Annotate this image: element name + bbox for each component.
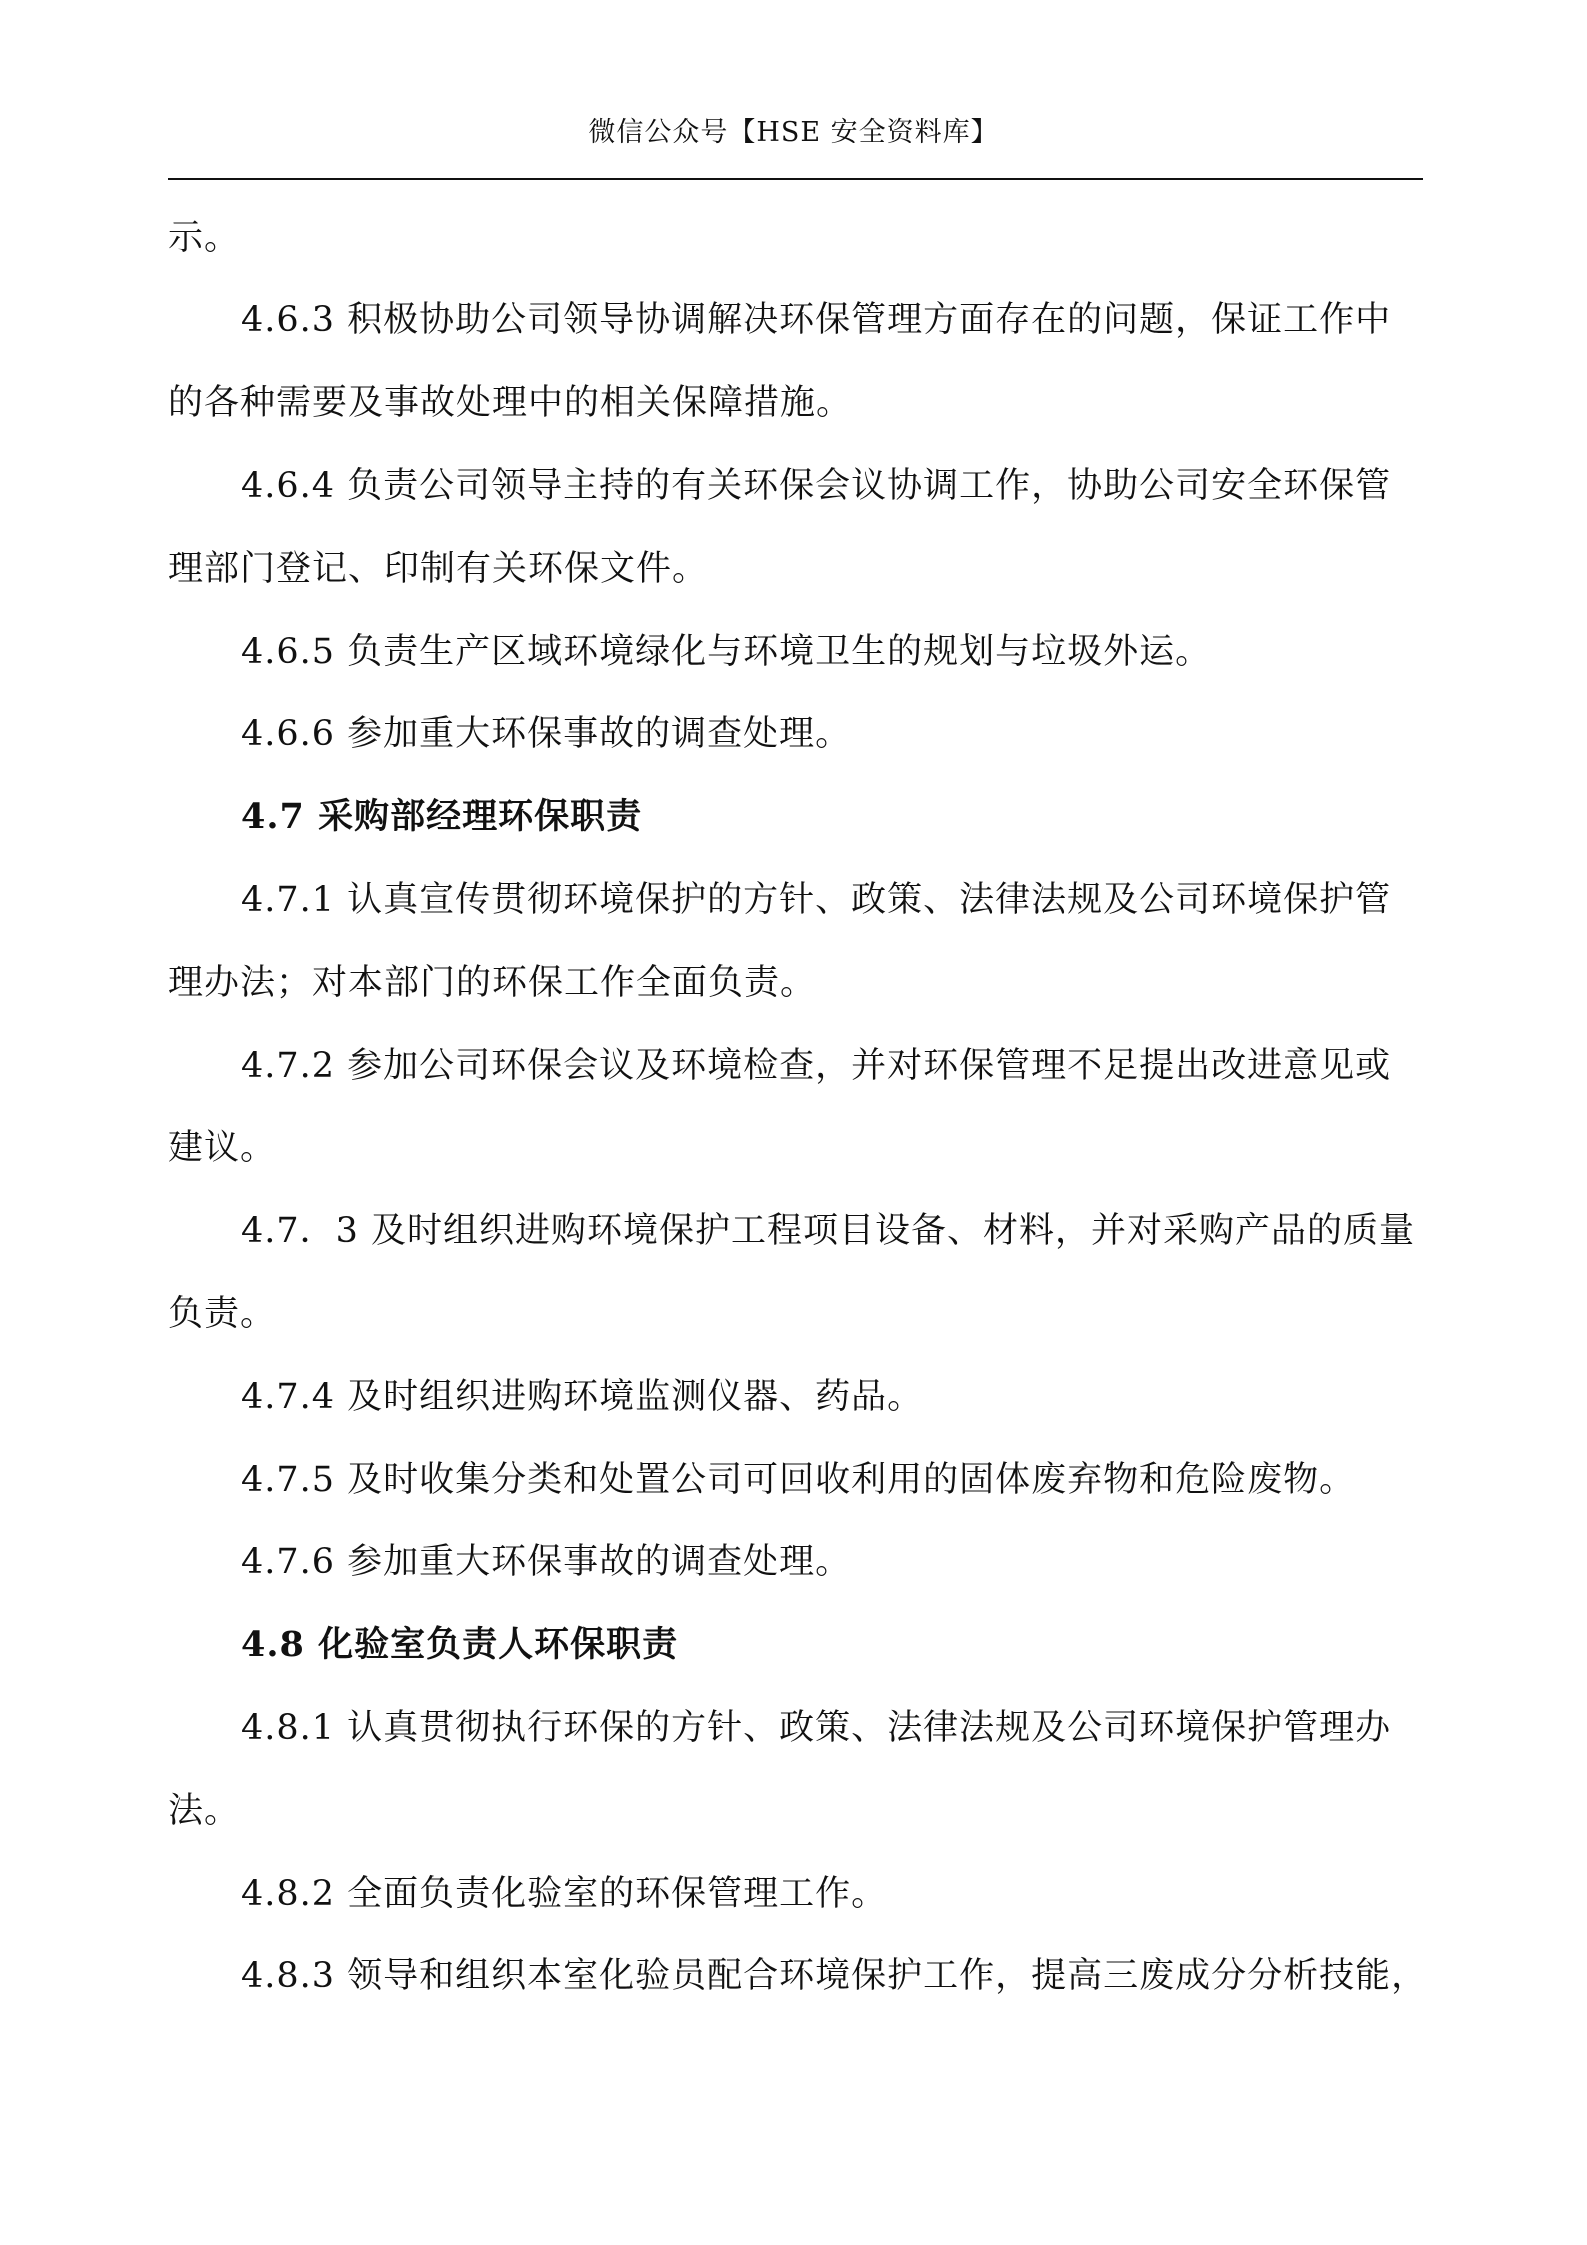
paragraph-line: 示。	[168, 218, 241, 258]
paragraph-line: 4.7.4 及时组织进购环境监测仪器、药品。	[241, 1377, 924, 1417]
paragraph-line: 4.6.5 负责生产区域环境绿化与环境卫生的规划与垃圾外运。	[241, 632, 1212, 672]
section-heading: 4.8 化验室负责人环保职责	[241, 1624, 679, 1665]
paragraph-line: 4.6.6 参加重大环保事故的调查处理。	[241, 714, 852, 754]
paragraph-line: 4.7.2 参加公司环保会议及环境检查，并对环保管理不足提出改进意见或	[241, 1046, 1392, 1086]
paragraph-line: 4.6.4 负责公司领导主持的有关环保会议协调工作，协助公司安全环保管	[241, 466, 1392, 506]
paragraph-line: 负责。	[168, 1294, 277, 1334]
paragraph-line: 4.7.5 及时收集分类和处置公司可回收利用的固体废弃物和危险废物。	[241, 1460, 1356, 1500]
paragraph-line: 的各种需要及事故处理中的相关保障措施。	[168, 383, 853, 423]
paragraph-line: 建议。	[168, 1128, 277, 1168]
paragraph-line: 4.7．3 及时组织进购环境保护工程项目设备、材料，并对采购产品的质量	[241, 1211, 1416, 1251]
section-heading: 4.7 采购部经理环保职责	[241, 796, 643, 837]
page-header: 微信公众号【HSE 安全资料库】	[588, 117, 999, 148]
paragraph-line: 4.7.1 认真宣传贯彻环境保护的方针、政策、法律法规及公司环境保护管	[241, 880, 1392, 920]
paragraph-line: 4.6.3 积极协助公司领导协调解决环保管理方面存在的问题，保证工作中	[241, 300, 1392, 340]
paragraph-line: 4.7.6 参加重大环保事故的调查处理。	[241, 1542, 852, 1582]
paragraph-line: 4.8.3 领导和组织本室化验员配合环境保护工作，提高三废成分分析技能，	[241, 1956, 1428, 1996]
paragraph-line: 4.8.2 全面负责化验室的环保管理工作。	[241, 1874, 888, 1914]
header-divider	[168, 178, 1423, 180]
paragraph-line: 理办法；对本部门的环保工作全面负责。	[168, 963, 817, 1003]
paragraph-line: 法。	[168, 1791, 241, 1831]
paragraph-line: 理部门登记、印制有关环保文件。	[168, 549, 709, 589]
paragraph-line: 4.8.1 认真贯彻执行环保的方针、政策、法律法规及公司环境保护管理办	[241, 1708, 1392, 1748]
